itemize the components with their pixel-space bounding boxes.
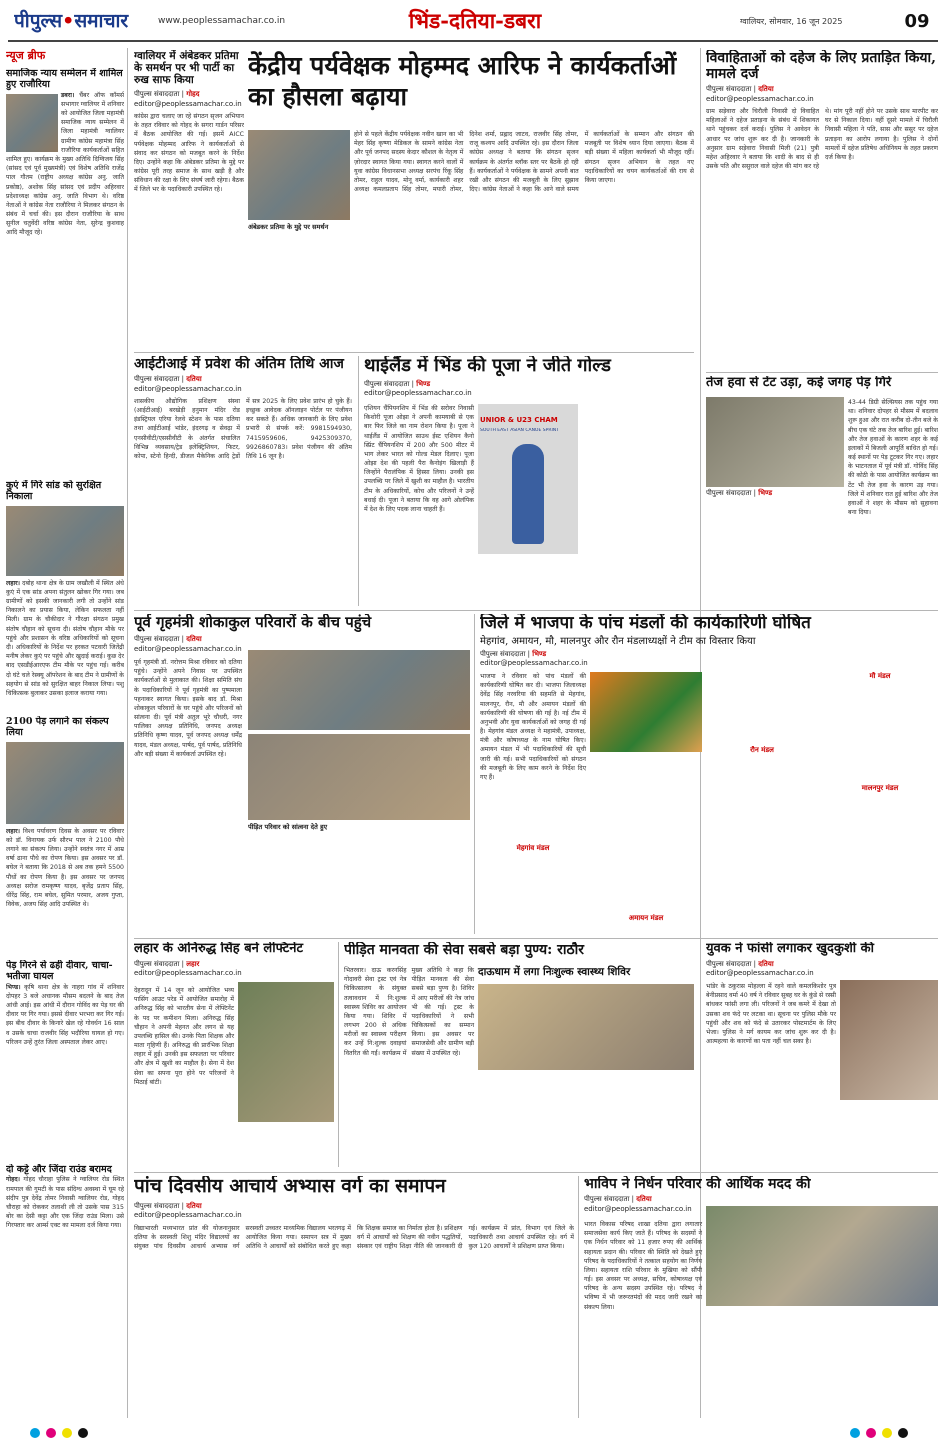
article-health-camp xyxy=(344,942,694,1167)
brief-item xyxy=(6,716,124,956)
byline: पीपुल्स संवाददाता xyxy=(134,375,180,384)
subhead-amayan: अमायन मंडल xyxy=(628,914,664,922)
article-title: युवक ने फांसी लगाकर खुदकुशी की xyxy=(706,942,875,956)
brief-place: लहार। xyxy=(6,579,20,587)
article-body: कांग्रेस द्वारा चलाए जा रहे संगठन सृजन अभियान के तहत रविवार को गोहद के सगरा गार्डन परिसर में बैठक आयोजित की गई। इसमें AICC पर्यवेक्षक मोहम्मद आरिफ ने कार्यकर्ताओं से संवाद कर संगठन को मजबूत करने के निर्देश दिए। उन्होंने कहा कि अंबेडकर प्रतिमा के मुद्दे पर कांग्रेस पूरी तरह समाज के साथ खड़ी है और संविधान की रक्षा के लिए संघर्ष जारी रहेगा। बैठक में जिले भर के पदाधिकारी उपस्थित रहे। xyxy=(134,113,244,194)
article-dowry: विवाहिताओं को दहेज के लिए प्रताड़ित किया, मामले दर्ज पीपुल्स संवाददाता | दतिया editor@peoplessamachar.co.in ग्राम सड़ेवारा और चिरौली निवासी दो विवाहित महिलाओं ने दहेज प्रताड़ना के संबंध में शिकायत थाने पहुंचकर दर्ज कराई। पुलिस ने आवेदन के आधार पर जांच शुरू कर दी है। जानकारी के अनुसार ग्राम सड़ेवारा निवासी मिली (21) पुत्री महेश अहिरवार ने बताया कि शादी के बाद से ही उसके पति और ससुराल वाले दहेज की मांग कर रहे थे। मांग पूरी नहीं होने पर उसके साथ मारपीट कर घर से निकाल दिया। वहीं दूसरे मामले में चिरौली निवासी महिला ने पति, सास और ससुर पर दहेज प्रताड़ना का आरोप लगाया है। पुलिस ने दोनों मामलों में दहेज प्रतिषेध अधिनियम के तहत प्रकरण दर्ज किया है। xyxy=(706,50,938,370)
paper-logo: पीपुल्स•समाचार xyxy=(14,10,129,32)
byline-place: गोहद xyxy=(186,90,200,99)
news-brief-column xyxy=(6,48,124,1418)
lead-photo xyxy=(248,130,350,220)
article-home-minister: पूर्व गृहमंत्री शोकाकुल परिवारों के बीच पहुंचे पीपुल्स संवाददाता | दतिया editor@peoplessamachar.co.in पूर्व गृहमंत्री डॉ. नरोत्तम मिश्रा रविवार को दतिया पहुंचे। उन्होंने अपने निवास पर उपस्थित कार्यकर्ताओं से मुलाकात की। शिक्षा समिति संघ के पदाधिकारियों ने पूर्व गृहमंत्री का पुष्पमाला पहनाकर स्वागत किया। इसके बाद डॉ. मिश्रा शोकाकुल परिवारों के घर पहुंचे और परिजनों को सांत्वना दी। पूर्व मंत्री अतुल भूरे चौधरी, नगर पालिका अध्यक्ष प्रतिनिधि, जनपद अध्यक्ष प्रतिनिधि कृष्ण यादव, पूर्व जनपद अध्यक्ष धर्मेंद्र यादव, मंडल अध्यक्ष, पार्षद, पूर्व पार्षद, प्रतिनिधि और बड़ी संख्या में कार्यकर्ता उपस्थित रहे। पीड़ित परिवार को सांत्वना देते हुए xyxy=(134,614,470,934)
article-body: ग्राम सड़ेवारा और चिरौली निवासी दो विवाहित महिलाओं ने दहेज प्रताड़ना के संबंध में शिकायत थाने पहुंचकर दर्ज कराई। पुलिस ने आवेदन के आधार पर जांच शुरू कर दी है। जानकारी के अनुसार ग्राम सड़ेवारा निवासी मिली (21) पुत्री महेश अहिरवार ने बताया कि शादी के बाद से ही उसके पति और ससुराल वाले दहेज की मांग कर रहे थे। मांग पूरी नहीं होने पर उसके साथ मारपीट कर घर से निकाल दिया। वहीं दूसरे मामले में चिरौली निवासी महिला ने पति, सास और ससुर पर दहेज प्रताड़ना का आरोप लगाया है। पुलिस ने दोनों मामलों में दहेज प्रतिषेध अधिनियम के तहत प्रकरण दर्ज किया है। xyxy=(706,108,938,171)
email: editor@peoplessamachar.co.in xyxy=(134,969,242,978)
photo-banner: UNIOR & U23 CHAM xyxy=(480,416,558,424)
photo-caption: पीड़ित परिवार को सांत्वना देते हुए xyxy=(248,823,328,831)
news-brief-label: न्यूज ब्रीफ xyxy=(6,49,46,62)
brief-item xyxy=(6,960,124,1160)
byline-place: दतिया xyxy=(186,375,202,384)
article-bhavip: भाविप ने निर्धन परिवार की आर्थिक मदद की पीपुल्स संवाददाता | दतिया editor@peoplessamachar.co.in भारत विकास परिषद शाखा दतिया द्वारा लगातार समाजसेवा कार्य किए जाते हैं। परिषद के सदस्यों ने एक निर्धन परिवार को 11 हजार रुपए की आर्थिक सहायता प्रदान की। परिवार की स्थिति को देखते हुए परिषद के पदाधिकारियों ने तत्काल सहयोग का निर्णय लिया। सहायता राशि परिवार के मुखिया को सौंपी गई। इस अवसर पर अध्यक्ष, सचिव, कोषाध्यक्ष एवं परिषद के अन्य सदस्य उपस्थित रहे। परिषद ने भविष्य में भी जरूरतमंदों की मदद जारी रखने का संकल्प लिया। xyxy=(584,1176,938,1418)
article-subtitle: दाऊधाम में लगा निःशुल्क स्वास्थ्य शिविर xyxy=(478,966,631,978)
byline-place: भिण्ड xyxy=(758,488,773,497)
byline: पीपुल्स संवाददाता xyxy=(706,959,752,968)
brief-title: दो कट्टे और जिंदा राउंड बरामद xyxy=(6,1164,112,1175)
article-acharya: पांच दिवसीय आचार्य अभ्यास वर्ग का समापन पीपुल्स संवाददाता | दतिया editor@peoplessamachar.co.in विद्याभारती मध्यभारत प्रांत की योजनानुसार दतिया के सरस्वती शिशु मंदिर विद्यालयों का संयुक्त पांच दिवसीय आचार्य अभ्यास वर्ग सरस्वती उच्चतर माध्यमिक विद्यालय भरतगढ़ में आयोजित किया गया। समापन सत्र में मुख्य अतिथि ने आचार्यों को संबोधित करते हुए कहा कि शिक्षक समाज का निर्माता होता है। प्रशिक्षण वर्ग में आचार्यों को शिक्षण की नवीन पद्धतियों, संस्कार एवं राष्ट्रीय शिक्षा नीति की जानकारी दी गई। कार्यक्रम में प्रांत, विभाग एवं जिले के पदाधिकारी तथा आचार्य उपस्थित रहे। वर्ग में कुल 120 आचार्यों ने प्रशिक्षण प्राप्त किया। xyxy=(134,1176,574,1418)
region-title: भिंड-दतिया-डबरा xyxy=(408,8,542,33)
brief-place: लहार। xyxy=(6,827,20,835)
brief-title: 2100 पेड़ लगाने का संकल्प लिया xyxy=(6,716,109,739)
photo-caption: अंबेडकर प्रतिमा के मुद्दे पर समर्थन xyxy=(248,223,329,231)
article-body: 43-44 डिग्री सेल्सियस तक पहुंच गया था। शनिवार दोपहर से मौसम में बदलाव शुरू हुआ और रात करीब दो-तीन बजे के बीच एक घंटे तक तेज बारिश हुई। बारिश और तेज हवाओं के कारण शहर के कई इलाकों में बिजली आपूर्ति बाधित हो गई। कई स्थानों पर पेड़ टूटकर गिर गए। लहार के भाटनताल में पूर्व मंत्री डॉ. गोविंद सिंह की कोठी के पास आयोजित कार्यक्रम का टेंट भी तेज हवा के कारण उड़ गया। जिले में शनिवार रात हुई बारिश और तेज हवाओं ने शहर के मौसम को सुहावना बना दिया। xyxy=(848,399,938,517)
byline-place: भिण्ड xyxy=(416,379,431,388)
article-title: विवाहिताओं को दहेज के लिए प्रताड़ित किया, मामले दर्ज xyxy=(706,50,936,83)
article-title: आईटीआई में प्रवेश की अंतिम तिथि आज xyxy=(134,356,344,372)
email: editor@peoplessamachar.co.in xyxy=(706,94,814,103)
email: editor@peoplessamachar.co.in xyxy=(364,389,472,398)
byline: पीपुल्स संवाददाता xyxy=(134,1201,180,1210)
byline-place: दतिया xyxy=(186,635,202,644)
masthead xyxy=(0,0,945,44)
byline-place: भिण्ड xyxy=(532,650,547,659)
bhavip-photo xyxy=(706,1206,938,1306)
article-body: भांडेर के ठकुरास मोहल्ला में रहने वाले कमलकिशोर पुत्र बेनीप्रसाद वर्मा 40 वर्ष ने रविवार सुबह घर के कुंडे से रस्सी बांधकर फांसी लगा ली। परिजनों ने जब कमरे में देखा तो उसका शव फंदे पर लटका था। सूचना पर पुलिस मौके पर पहुंची और शव को फंदे से उतारकर पोस्टमार्टम के लिए भेजा। पुलिस ने मर्ग कायम कर जांच शुरू कर दी है। आत्महत्या के कारणों का पता नहीं चल सका है। xyxy=(706,983,836,1046)
article-suicide: युवक ने फांसी लगाकर खुदकुशी की पीपुल्स संवाददाता | दतिया editor@peoplessamachar.co.in भांडेर के ठकुरास मोहल्ला में रहने वाले कमलकिशोर पुत्र बेनीप्रसाद वर्मा 40 वर्ष ने रविवार सुबह घर के कुंडे से रस्सी बांधकर फांसी लगा ली। परिजनों ने जब कमरे में देखा तो उसका शव फंदे पर लटका था। सूचना पर पुलिस मौके पर पहुंची और शव को फंदे से उतारकर पोस्टमार्टम के लिए भेजा। पुलिस ने मर्ग कायम कर जांच शुरू कर दी है। आत्महत्या के कारणों का पता नहीं चल सका है। xyxy=(706,942,938,1167)
email: editor@peoplessamachar.co.in xyxy=(706,969,814,978)
brief-title: पेड़ गिरने से ढही दीवार, चाचा-भतीजा घायल xyxy=(6,960,113,983)
article-body: विद्याभारती मध्यभारत प्रांत की योजनानुसार दतिया के सरस्वती शिशु मंदिर विद्यालयों का संयुक्त पांच दिवसीय आचार्य अभ्यास वर्ग सरस्वती उच्चतर माध्यमिक विद्यालय भरतगढ़ में आयोजित किया गया। समापन सत्र में मुख्य अतिथि ने आचार्यों को संबोधित करते हुए कहा कि शिक्षक समाज का निर्माता होता है। प्रशिक्षण वर्ग में आचार्यों को शिक्षण की नवीन पद्धतियों, संस्कार एवं राष्ट्रीय शिक्षा नीति की जानकारी दी गई। कार्यक्रम में प्रांत, विभाग एवं जिले के पदाधिकारी तथा आचार्य उपस्थित रहे। वर्ग में कुल 120 आचार्यों ने प्रशिक्षण प्राप्त किया। xyxy=(134,1224,574,1251)
article-body: शासकीय औद्योगिक प्रशिक्षण संस्था (आईटीआई) बरखेड़ी हनुमान मंदिर रोड इंडस्ट्रियल एरिया रेलवे स्टेशन के पास दतिया तथा आईटीआई भांडेर, इंदरगढ़ व सेवढ़ा में एनसीवीटी/एससीवीटी के अंतर्गत संचालित विभिन्न व्यवसाय/ट्रेड इलेक्ट्रिशियन, फिटर, कोपा, स्टेनो हिन्दी, डीजल मैकेनिक आदि ट्रेडों में सत्र 2025 के लिए प्रवेश प्रारंभ हो चुके हैं। इच्छुक आवेदक ऑनलाइन पोर्टल पर पंजीयन कर सकते हैं। अधिक जानकारी के लिए प्रवेश प्रभारी से संपर्क करें: 9981594930, 7415959606, 9425309370, 9926860783। प्रवेश पंजीयन की अंतिम तिथि 16 जून है। xyxy=(134,397,352,460)
byline: पीपुल्स संवाददाता xyxy=(480,650,526,659)
article-iti: आईटीआई में प्रवेश की अंतिम तिथि आज पीपुल्स संवाददाता | दतिया editor@peoplessamachar.co.in शासकीय औद्योगिक प्रशिक्षण संस्था (आईटीआई) बरखेड़ी हनुमान मंदिर रोड इंडस्ट्रियल एरिया रेलवे स्टेशन के पास दतिया तथा आईटीआई भांडेर, इंदरगढ़ व सेवढ़ा में एनसीवीटी/एससीवीटी के अंतर्गत संचालित विभिन्न व्यवसाय/ट्रेड इलेक्ट्रिशियन, फिटर, कोपा, स्टेनो हिन्दी, डीजल मैकेनिक आदि ट्रेडों में सत्र 2025 के लिए प्रवेश प्रारंभ हो चुके हैं। इच्छुक आवेदक ऑनलाइन पोर्टल पर पंजीयन कर सकते हैं। अधिक जानकारी के लिए प्रवेश प्रभारी से संपर्क करें: 9981594930, 7415959606, 9425309370, 9926860783। प्रवेश पंजीयन की अंतिम तिथि 16 जून है। xyxy=(134,356,352,606)
article-body: भारत विकास परिषद शाखा दतिया द्वारा लगातार समाजसेवा कार्य किए जाते हैं। परिषद के सदस्यों ने एक निर्धन परिवार को 11 हजार रुपए की आर्थिक सहायता प्रदान की। परिवार की स्थिति को देखते हुए परिषद के पदाधिकारियों ने तत्काल सहयोग का निर्णय लिया। सहायता राशि परिवार के मुखिया को सौंपी गई। इस अवसर पर अध्यक्ष, सचिव, कोषाध्यक्ष एवं परिषद के अन्य सदस्य उपस्थित रहे। परिषद ने भविष्य में भी जरूरतमंदों की मदद जारी रखने का संकल्प लिया। xyxy=(584,1221,702,1311)
article-title: लहार के अनिरुद्ध सिंह बने लेफ्टिनेंट xyxy=(134,942,304,956)
article-lieutenant: लहार के अनिरुद्ध सिंह बने लेफ्टिनेंट पीपुल्स संवाददाता | लहार editor@peoplessamachar.co.in देहरादून में 14 जून को आयोजित भव्य पासिंग आउट परेड में आयोजित समारोह में अनिरुद्ध सिंह को भारतीय सेना में लेफ्टिनेंट के पद पर कमीशन मिला। अनिरुद्ध सिंह चौहान ने अपनी मेहनत और लगन से यह उपलब्धि हासिल की। उनके पिता शिक्षक और माता गृहिणी हैं। अनिरुद्ध की प्रारंभिक शिक्षा लहार में हुई। उनकी इस सफलता पर परिवार और क्षेत्र में खुशी का माहौल है। सेना में देश सेवा का सपना पूरा होने पर परिजनों ने मिठाई बांटी। xyxy=(134,942,334,1167)
subhead-mehgaon: मेहगांव मंडल xyxy=(516,844,550,852)
brief-item xyxy=(6,68,124,478)
brief-place: भिण्ड। xyxy=(6,983,21,991)
brief-text: गोहद चौराहा पुलिस ने ग्वालियर रोड स्थित रामपाल की गुमटी के पास संदिग्ध अवस्था में घूम रहे संदीप पुत्र देवेंद्र तोमर निवासी ग्वालियर रोड, गोहद चौराहा को रोककर तलाशी ली तो उसके पास 315 बोर का देसी कट्टा और एक जिंदा राउंड मिला। उसे गिरफ्तार कर आर्म्स एक्ट का मामला दर्ज किया गया। xyxy=(6,1176,124,1230)
brief-title: कुएं में गिरे सांड को सुरक्षित निकाला xyxy=(6,480,102,503)
byline-place: दतिया xyxy=(636,1195,652,1204)
brief-photo xyxy=(6,506,124,576)
article-title: थाईलैंड में भिंड की पूजा ने जीते गोल्ड xyxy=(364,356,611,376)
article-body: पूर्व गृहमंत्री डॉ. नरोत्तम मिश्रा रविवार को दतिया पहुंचे। उन्होंने अपने निवास पर उपस्थित कार्यकर्ताओं से मुलाकात की। शिक्षा समिति संघ के पदाधिकारियों ने पूर्व गृहमंत्री का पुष्पमाला पहनाकर स्वागत किया। इसके बाद डॉ. मिश्रा शोकाकुल परिवारों के घर पहुंचे और परिजनों को सांत्वना दी। पूर्व मंत्री अतुल भूरे चौधरी, नगर पालिका अध्यक्ष प्रतिनिधि, जनपद अध्यक्ष प्रतिनिधि कृष्ण यादव, पूर्व जनपद अध्यक्ष धर्मेंद्र यादव, मंडल अध्यक्ष, पार्षद, पूर्व पार्षद, प्रतिनिधि और बड़ी संख्या में कार्यकर्ता उपस्थित रहे। xyxy=(134,659,242,758)
page-number: 09 xyxy=(904,11,930,32)
brief-item xyxy=(6,1164,124,1414)
logo-word-2: समाचार xyxy=(74,10,129,32)
email: editor@peoplessamachar.co.in xyxy=(584,1204,692,1213)
brief-photo xyxy=(6,94,58,152)
health-camp-photo xyxy=(478,984,694,1070)
article-body: देहरादून में 14 जून को आयोजित भव्य पासिंग आउट परेड में आयोजित समारोह में अनिरुद्ध सिंह को भारतीय सेना में लेफ्टिनेंट के पद पर कमीशन मिला। अनिरुद्ध सिंह चौहान ने अपनी मेहनत और लगन से यह उपलब्धि हासिल की। उनके पिता शिक्षक और माता गृहिणी हैं। अनिरुद्ध की प्रारंभिक शिक्षा लहार में हुई। उनकी इस सफलता पर परिवार और क्षेत्र में खुशी का माहौल है। सेना में देश सेवा का सपना पूरा होने पर परिजनों ने मिठाई बांटी। xyxy=(134,987,234,1086)
byline: पीपुल्स संवाददाता xyxy=(134,635,180,644)
photo-banner-2: SOUTH EAST ASIAN CANOE SPRINT xyxy=(480,428,559,433)
email: editor@peoplessamachar.co.in xyxy=(134,384,242,393)
logo-word-1: पीपुल्स xyxy=(14,10,63,32)
email: editor@peoplessamachar.co.in xyxy=(480,659,588,668)
lead-headline: केंद्रीय पर्यवेक्षक मोहम्मद आरिफ ने कार्यकर्ताओं का हौसला बढ़ाया xyxy=(248,51,677,112)
email: editor@peoplessamachar.co.in xyxy=(134,1211,242,1220)
minister-photo-2 xyxy=(248,734,470,820)
article-body: एशियन चैंपियनशिप में भिंड की सरोवर निवासी किशोरी पूजा ओझा ने अपनी कामयाबी से एक बार फिर जिले का नाम रोशन किया है। पूजा ने थाईलैंड में आयोजित साउथ ईस्ट एशियन कैनो स्प्रिंट चैंपियनशिप में 200 और 500 मीटर में भाग लेकर भारत को गोल्ड मेडल दिलाए। पूजा ओझा देश की पहली पैरा कैनोइंग खिलाड़ी हैं जिन्होंने पैरालंपिक में हिस्सा लिया। उनकी इस उपलब्धि पर जिले में खुशी का माहौल है। भारतीय टीम के अधिकारियों, कोच और परिजनों ने उन्हें बधाई दी। पूजा ने बताया कि वह आगे ओलंपिक में देश के लिए पदक लाना चाहती हैं। xyxy=(364,405,474,513)
subhead-raun: रौन मंडल xyxy=(750,746,774,754)
subhead-malanpur: मालनपुर मंडल xyxy=(861,784,899,792)
article-title: पूर्व गृहमंत्री शोकाकुल परिवारों के बीच पहुंचे xyxy=(134,614,372,631)
byline: पीपुल्स संवाददाता xyxy=(584,1195,630,1204)
minister-photo-1 xyxy=(248,650,470,730)
byline: पीपुल्स संवाददाता xyxy=(706,85,752,94)
article-title: पांच दिवसीय आचार्य अभ्यास वर्ग का समापन xyxy=(134,1176,446,1197)
brief-text: कृषि थाना क्षेत्र के नाहरा गांव में शनिवार दोपहर 3 बजे अचानक मौसम बदलने के बाद तेज आंधी आई। इस आंधी में दौरान गोविंद का पेड़ घर की दीवार पर गिर गया। इससे दीवार भरभरा कर गिर गई। इस बीच दीवार के किनारे खेल रहे गोवर्धन 16 साल व उसके चाचा राजवीर सिंह भदौरिया घायल हो गए। परिजन उन्हें तुरंत जिला अस्पताल लेकर आए। xyxy=(6,983,124,1046)
brief-place: डबरा। xyxy=(61,91,75,99)
article-title: भाविप ने निर्धन परिवार की आर्थिक मदद की xyxy=(584,1176,811,1192)
brief-photo xyxy=(6,742,124,824)
byline-place: लहार xyxy=(186,959,200,968)
email: editor@peoplessamachar.co.in xyxy=(134,99,242,108)
byline: पीपुल्स संवाददाता xyxy=(706,488,752,497)
article-title: पीड़ित मानवता की सेवा सबसे बड़ा पुण्य: राठौर xyxy=(344,942,584,958)
email: editor@peoplessamachar.co.in xyxy=(134,644,242,653)
dateline: ग्वालियर, सोमवार, 16 जून 2025 xyxy=(740,17,843,26)
brief-text: विश्व पर्यावरण दिवस के अवसर पर रविवार को डॉ. विनायक उर्फ सौरभ पाल ने 2100 पौधे लगाने का संकल्प लिया। उन्होंने स्वतंत्र नगर में आम्र वर्षा ढाना पौधे का रोपण किया। इस अवसर पर डॉ. बघेल ने बताया कि 2018 से अब तक हमने 5500 पौधों का रोपण किया है। इस अवसर पर जनपद अध्यक्ष सरोज रामकृष्ण यादव, बृजेंद्र प्रताप सिंह, धीरेंद्र सिंह, राम बघेल, सुमित परमार, अजय गुप्ता, विवेक, अजय सिंह आदि उपस्थित थे। xyxy=(6,827,124,909)
byline-place: दतिया xyxy=(186,1201,202,1210)
registration-marks xyxy=(0,1422,945,1445)
article-title: ग्वालियर में अंबेडकर प्रतिमा के समर्थन पर भी पार्टी का रुख साफ किया xyxy=(134,50,239,87)
byline: पीपुल्स संवाददाता xyxy=(364,379,410,388)
site-url: www.peoplessamachar.co.in xyxy=(158,16,286,26)
article-ambedkar: ग्वालियर में अंबेडकर प्रतिमा के समर्थन पर भी पार्टी का रुख साफ किया पीपुल्स संवाददाता | गोहद editor@peoplessamachar.co.in कांग्रेस द्वारा चलाए जा रहे संगठन सृजन अभियान के तहत रविवार को गोहद के सगरा गार्डन परिसर में बैठक आयोजित की गई। इसमें AICC पर्यवेक्षक मोहम्मद आरिफ ने कार्यकर्ताओं से संवाद कर संगठन को मजबूत करने के निर्देश दिए। उन्होंने कहा कि अंबेडकर प्रतिमा के मुद्दे पर कांग्रेस पूरी तरह समाज के साथ खड़ी है और संविधान की रक्षा के लिए संघर्ष जारी रहेगा। बैठक में जिले भर के पदाधिकारी उपस्थित रहे। xyxy=(134,50,244,194)
suicide-photo xyxy=(840,980,938,1100)
article-subtitle: मेहगांव, अमायन, मौ, मालनपुर और रौन मंडलाध्यक्षों ने टीम का विस्तार किया xyxy=(480,635,756,647)
byline: पीपुल्स संवाददाता xyxy=(134,90,180,99)
article-bjp-mandals: जिले में भाजपा के पांच मंडलों की कार्यकारिणी घोषित मेहगांव, अमायन, मौ, मालनपुर और रौन मंडलाध्यक्षों ने टीम का विस्तार किया पीपुल्स संवाददाता | भिण्ड editor@peoplessamachar.co.in भाजपा ने रविवार को पांच मंडलों की कार्यकारिणी घोषित कर दी। भाजपा जिलाध्यक्ष देवेंद्र सिंह नरवरिया की सहमति से मेहगांव, मालनपुर, रौन, मौ और अमायन मंडलों की कार्यकारिणी की घोषणा की गई है। नई टीम में अनुभवी और युवा कार्यकर्ताओं को जगह दी गई है। मेहगांव मंडल अध्यक्ष ने महामंत्री, उपाध्यक्ष, मंत्री और कोषाध्यक्ष के नाम घोषित किए। अमायन मंडल में भी पदाधिकारियों की सूची जारी की गई। सभी पदाधिकारियों को संगठन की मजबूती के लिए काम करने के निर्देश दिए गए हैं। मेहगांव मंडल अमायन मंडल मौ मंडल रौन मंडल मालनपुर मंडल xyxy=(480,614,938,934)
storm-photo xyxy=(706,397,844,487)
brief-title: समाजिक न्याय सम्मेलन में शामिल हुए राजौरिया xyxy=(6,68,123,91)
article-storm: तेज हवा से टेंट उड़ा, कई जगह पेड़ गिरे पीपुल्स संवाददाता | भिण्ड 43-44 डिग्री सेल्सियस तक पहुंच गया था। शनिवार दोपहर से मौसम में बदलाव शुरू हुआ और रात करीब दो-तीन बजे के बीच एक घंटे तक तेज बारिश हुई। बारिश और तेज हवाओं के कारण शहर के कई इलाकों में बिजली आपूर्ति बाधित हो गई। कई स्थानों पर पेड़ टूटकर गिर गए। लहार के भाटनताल में पूर्व मंत्री डॉ. गोविंद सिंह की कोठी के पास आयोजित कार्यक्रम का टेंट भी तेज हवा के कारण उड़ गया। जिले में शनिवार रात हुई बारिश और तेज हवाओं ने शहर के मौसम को सुहावना बना दिया। xyxy=(706,376,938,626)
article-title: जिले में भाजपा के पांच मंडलों की कार्यकारिणी घोषित xyxy=(480,614,811,633)
lieutenant-photo xyxy=(238,982,334,1122)
lead-body: होने से पहले केंद्रीय पर्यवेक्षक नवीन खान का भी मेहर सिंह कृष्णा मेडिकल के सामने कांग्रेस नेता और पूर्व जनपद सदस्य केदार कौशल के नेतृत्व में ज़ोरदार स्वागत किया गया। स्वागत करने वालों में युवा कांग्रेस विधानसभा अध्यक्ष सरपंच रिंकू सिंह तोमर, राहुल यादव, मोनू वर्मा, कार्यकारी शहर अध्यक्ष कमलप्रताप सिंह तोमर, मयारी तोमर, दिनेश शर्मा, प्रह्लाद जाटव, राजवीर सिंह तोमर, राजू कश्यप आदि उपस्थित रहे। इस दौरान जिला कांग्रेस अध्यक्ष ने बताया कि संगठन सृजन कार्यक्रम के अंतर्गत ब्लॉक स्तर पर बैठकें हो रही हैं। कार्यकर्ताओं ने पर्यवेक्षक के सामने अपनी बात रखी और संगठन की मजबूती के लिए सुझाव दिए। कांग्रेस नेताओं ने कहा कि आने वाले समय में कार्यकर्ताओं के सम्मान और संगठन की मजबूती पर विशेष ध्यान दिया जाएगा। बैठक में बड़ी संख्या में महिला कार्यकर्ता भी मौजूद रहीं। संगठन सृजन अभियान के तहत नए पदाधिकारियों का चयन कार्यकर्ताओं की राय से किया जाएगा। xyxy=(354,131,694,194)
article-title: तेज हवा से टेंट उड़ा, कई जगह पेड़ गिरे xyxy=(706,376,892,390)
brief-text: चैंबर ऑफ कॉमर्स सभागार ग्वालियर में शनिवार को आयोजित जिला महामंत्री समाजिक न्याय सम्मेलन में जिला महामंत्री ग्वालियर ग्रामीण कांग्रेस महामंत्रा सिंह राजौरिया कार्यकर्ताओं सहित शामिल हुए। कार्यक्रम के मुख्य अतिथि दिग्विजय सिंह (सांसद एवं पूर्व मुख्यमंत्री) एवं विशेष अतिथि राजेंद्र पाल गौतम (राष्ट्रीय अध्यक्ष कांग्रेस अनु. जाति प्रकोष्ठ), अशोक सिंह सांसद एवं प्रदीप अहिरवार प्रदेशाध्यक्ष कांग्रेस अनु. जाति विभाग थे। वरिष्ठ नेताओं ने कांग्रेस नेता राजौरिया ने मिलकर संगठन के संबंध में चर्चा की। इस दौरान राजौरिया के साथ सुनील चतुर्वेदी वरिष्ठ कांग्रेस नेता, सुरेन्द्र कुशवाह आदि मौजूद रहे। xyxy=(6,91,124,237)
article-body: भाजपा ने रविवार को पांच मंडलों की कार्यकारिणी घोषित कर दी। भाजपा जिलाध्यक्ष देवेंद्र सिंह नरवरिया की सहमति से मेहगांव, मालनपुर, रौन, मौ और अमायन मंडलों की कार्यकारिणी की घोषणा की गई है। नई टीम में अनुभवी और युवा कार्यकर्ताओं को जगह दी गई है। मेहगांव मंडल अध्यक्ष ने महामंत्री, उपाध्यक्ष, मंत्री और कोषाध्यक्ष के नाम घोषित किए। अमायन मंडल में भी पदाधिकारियों की सूची जारी की गई। सभी पदाधिकारियों को संगठन की मजबूती के लिए काम करने के निर्देश दिए गए हैं। xyxy=(480,673,586,781)
byline: पीपुल्स संवाददाता xyxy=(134,959,180,968)
byline-place: दतिया xyxy=(758,85,774,94)
brief-item xyxy=(6,480,124,710)
article-body: भितरवार। दाऊ करनसिंह गोदावरी सेवा ट्रस्ट एवं नेत्र चिकित्सालय के संयुक्त तत्वावधान में नि:शुल्क स्वास्थ्य शिविर का आयोजन किया गया। शिविर में लगभग 200 से अधिक मरीजों का स्वास्थ्य परीक्षण कर उन्हें नि:शुल्क दवाइयां वितरित की गईं। कार्यक्रम में मुख्य अतिथि ने कहा कि पीड़ित मानवता की सेवा सबसे बड़ा पुण्य है। शिविर में आए मरीजों की नेत्र जांच भी की गई। ट्रस्ट के पदाधिकारियों ने सभी चिकित्सकों का सम्मान किया। इस अवसर पर समाजसेवी और ग्रामीण बड़ी संख्या में उपस्थित रहे। xyxy=(344,967,474,1057)
brief-text: दबोह थाना क्षेत्र के ग्राम जखौली में स्थित अंधे कुएं में एक सांड अपना संतुलन खोकर गिर गया। जब ग्रामीणों को इसकी जानकारी लगी तो उन्होंने सांड निकालने का प्रयास किया, लेकिन सफलता नहीं मिली। ग्राम के चौकीदार ने गौरक्षा संगठन प्रमुख संतोष चौहान को सूचना दी। संतोष चौहान मौके पर पहुंचे और प्रशासन के वरिष्ठ अधिकारियों को सूचना दी। अधिकारियों के निर्देश पर हरकत पटवारी जितेंद्री मनीष लेकर कुएं पर पहुंचे और खुदाई कराई। कुछ देर बाद एसडीईआरएफ टीम मौके पर पहुंच गई। करीब दो घंटे चले रेस्क्यू ऑपरेशन के बाद टीम ने ग्रामीणों के सहयोग से सांड को सुरक्षित बाहर निकाल लिया। पशु चिकित्सक बुलाकर उसका इलाज कराया गया। xyxy=(6,579,124,697)
article-pooja-gold: थाईलैंड में भिंड की पूजा ने जीते गोल्ड पीपुल्स संवाददाता | भिण्ड editor@peoplessamachar.co.in एशियन चैंपियनशिप में भिंड की सरोवर निवासी किशोरी पूजा ओझा ने अपनी कामयाबी से एक बार फिर जिले का नाम रोशन किया है। पूजा ने थाईलैंड में आयोजित साउथ ईस्ट एशियन कैनो स्प्रिंट चैंपियनशिप में 200 और 500 मीटर में भाग लेकर भारत को गोल्ड मेडल दिलाए। पूजा ओझा देश की पहली पैरा कैनोइंग खिलाड़ी हैं जिन्होंने पैरालंपिक में हिस्सा लिया। उनकी इस उपलब्धि पर जिले में खुशी का माहौल है। भारतीय टीम के अधिकारियों, कोच और परिजनों ने उन्हें बधाई दी। पूजा ने बताया कि वह आगे ओलंपिक में देश के लिए पदक लाना चाहती हैं। UNIOR & U23 CHAM SOUTH EAST ASIAN CANOE SPRINT xyxy=(364,356,694,606)
byline-place: दतिया xyxy=(758,959,774,968)
brief-place: गोहद। xyxy=(6,1176,21,1184)
bjp-photo xyxy=(590,672,702,752)
pooja-photo xyxy=(478,404,578,554)
subhead-mau: मौ मंडल xyxy=(869,672,891,680)
athlete-figure xyxy=(512,444,544,544)
